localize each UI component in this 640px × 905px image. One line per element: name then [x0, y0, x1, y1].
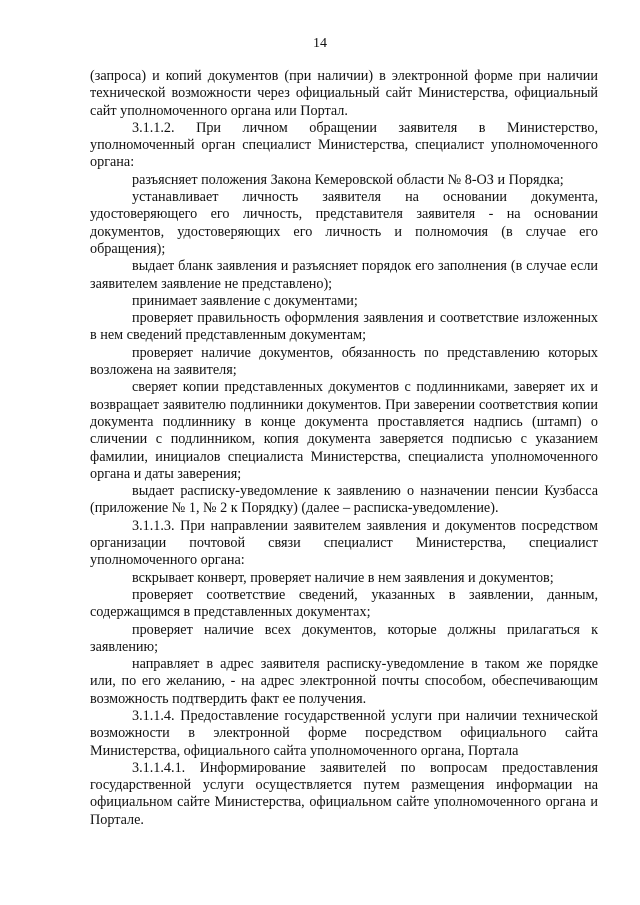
list-item-explains-law: разъясняет положения Закона Кемеровской области № 8-ОЗ и Порядка;	[132, 171, 564, 188]
list-item-checks-all-documents: проверяет наличие всех документов, которые должны прилагаться к заявлению;	[90, 621, 598, 655]
document-body	[90, 68, 598, 829]
list-item-checks-conformity: проверяет соответствие сведений, указанных в заявлении, данным, содержащимся в представленных документах;	[90, 586, 598, 621]
paragraph-continuation: (запроса) и копий документов (при наличии) в электронной форме при наличии технической возможности через официальный сайт Министерства, официальный сайт уполномоченного органа или Портал.	[90, 68, 598, 119]
paragraph-3-1-1-3: 3.1.1.3. При направлении заявителем заявления и документов посредством организации почтовой связи специалист Министерства, специалист уполномоченного органа:	[90, 517, 598, 569]
list-item-issues-form: выдает бланк заявления и разъясняет порядок его заполнения (в случае если заявителем заявление не представлено);	[90, 258, 598, 292]
paragraph-3-1-1-2: 3.1.1.2. При личном обращении заявителя в Министерство, уполномоченный орган специалист Министерства, специалист уполномоченного органа:	[90, 119, 598, 171]
list-item-establishes-identity: устанавливает личность заявителя на основании документа, удостоверяющего его личность, представителя заявителя - на основании документов, удостоверяющих его личность и полномочия (в случае его обращения);	[90, 189, 598, 257]
list-item-accepts-application: принимает заявление с документами;	[132, 292, 358, 309]
list-item-opens-envelope: вскрывает конверт, проверяет наличие в нем заявления и документов;	[132, 569, 554, 586]
list-item-issues-receipt: выдает расписку-уведомление к заявлению о назначении пенсии Кузбасса (приложение № 1, № 2 к Порядку) (далее – расписка-уведомление).	[90, 483, 598, 517]
page-number: 14	[313, 36, 327, 51]
paragraph-3-1-1-4-1: 3.1.1.4.1. Информирование заявителей по вопросам предоставления государственной услуги осуществляется путем размещения информации на официальном сайте Министерства, официальном сайте уполномоченного органа и Портале.	[90, 759, 598, 828]
list-item-checks-correctness: проверяет правильность оформления заявления и соответствие изложенных в нем сведений представленным документам;	[90, 310, 598, 344]
list-item-checks-documents: проверяет наличие документов, обязанность по представлению которых возложена на заявителя;	[90, 344, 598, 379]
list-item-sends-receipt: направляет в адрес заявителя расписку-уведомление в таком же порядке или, по его желанию, - на адрес электронной почты способом, обеспечивающим возможность подтвердить факт ее получения.	[90, 656, 598, 707]
list-item-verifies-copies: сверяет копии представленных документов с подлинниками, заверяет их и возвращает заявителю подлинники документов. При заверении соответствия копии документа подлиннику в конце документа проставляется надпись (штамп) о сличении с подлинником, копия документа заверяется подписью с указанием фамилии, инициалов специалиста Министерства, специалиста уполномоченного органа и даты заверения;	[90, 379, 598, 482]
paragraph-3-1-1-4: 3.1.1.4. Предоставление государственной услуги при наличии технической возможности в электронной форме посредством официального сайта Министерства, официального сайта уполномоченного органа, Портала	[90, 707, 598, 759]
